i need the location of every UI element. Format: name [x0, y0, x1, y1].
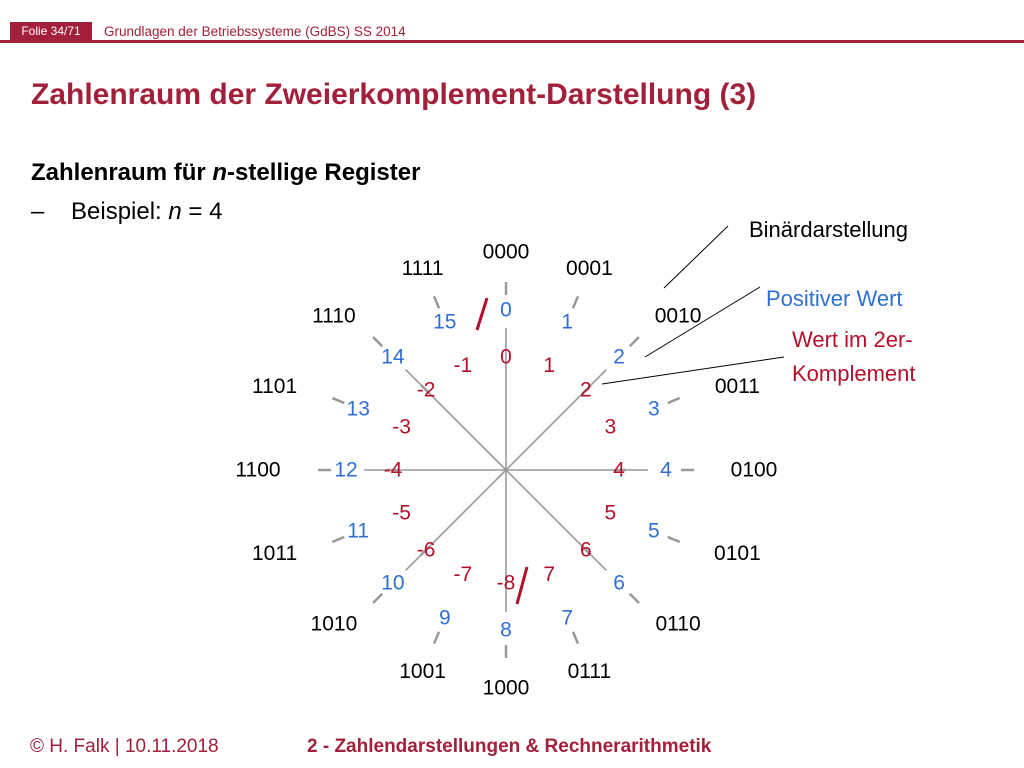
twos-complement-label: 6 — [580, 538, 592, 562]
overflow-marker-bottom — [517, 567, 527, 604]
slide-title: Zahlenraum der Zweierkomplement-Darstellung (3) — [31, 78, 757, 111]
positive-value-label: 9 — [438, 606, 451, 630]
bullet-prefix: Beispiel: — [71, 198, 169, 225]
footer-author: © H. Falk | 10.11.2018 — [30, 736, 219, 757]
binary-label: 1110 — [312, 304, 356, 328]
course-title: Grundlagen der Betriebssysteme (GdBS) SS 2014 — [104, 24, 406, 39]
wheel-tick — [668, 537, 680, 542]
legend-positive: Positiver Wert — [766, 286, 903, 311]
positive-value-label: 13 — [346, 397, 370, 421]
binary-label: 1100 — [235, 458, 281, 482]
wheel-tick — [373, 594, 382, 603]
binary-label: 0000 — [482, 240, 530, 264]
binary-label: 1101 — [252, 375, 298, 399]
wheel-tick — [332, 537, 344, 542]
wheel-tick — [630, 594, 639, 603]
twos-complement-label: 5 — [604, 501, 617, 525]
slide-number-tab: Folie 34/71 — [10, 22, 92, 40]
positive-value-label: 14 — [381, 345, 405, 369]
twos-complement-label: 1 — [543, 354, 556, 378]
bullet-dash: – — [31, 198, 45, 225]
legend-twos-line2: Komplement — [792, 361, 916, 386]
wheel-tick — [668, 398, 680, 403]
overflow-marker-top — [477, 298, 487, 330]
binary-label: 0101 — [714, 541, 761, 565]
legend-twos-line1: Wert im 2er- — [792, 327, 913, 352]
binary-label: 0001 — [566, 257, 613, 281]
twos-complement-label: -6 — [416, 538, 436, 562]
twos-complement-label: -5 — [392, 501, 411, 525]
positive-value-label: 7 — [561, 606, 574, 630]
positive-value-label: 2 — [613, 345, 625, 369]
binary-label: 1001 — [399, 659, 446, 683]
binary-label: 1000 — [482, 676, 530, 700]
twos-complement-label: 3 — [604, 415, 617, 439]
subtitle-suffix: -stellige Register — [227, 159, 421, 186]
wheel-tick — [630, 337, 639, 346]
positive-value-label: 5 — [647, 519, 660, 543]
positive-value-label: 12 — [334, 458, 358, 482]
binary-label: 0100 — [730, 458, 778, 482]
binary-label: 1011 — [252, 541, 298, 565]
positive-value-label: 11 — [347, 519, 370, 543]
wheel-tick — [332, 398, 344, 403]
wheel-spokes — [364, 328, 648, 612]
legend-binary: Binärdarstellung — [749, 217, 908, 242]
positive-value-label: 1 — [561, 310, 574, 334]
twos-complement-label: -7 — [453, 562, 473, 586]
twos-complement-label: -4 — [383, 458, 403, 482]
binary-label: 0111 — [567, 659, 612, 683]
positive-value-label: 10 — [381, 571, 405, 595]
subtitle-prefix: Zahlenraum für — [31, 159, 213, 186]
wheel-tick — [573, 632, 578, 644]
twos-complement-label: 7 — [543, 562, 556, 586]
twos-complement-label: -2 — [416, 378, 436, 402]
binary-label: 0011 — [714, 375, 760, 399]
positive-value-label: 3 — [647, 397, 660, 421]
positive-value-label: 6 — [613, 571, 625, 595]
bullet-variable: n — [168, 198, 182, 225]
legend-pointer-binary — [664, 226, 728, 288]
twos-complement-label: 0 — [500, 345, 512, 369]
positive-value-label: 8 — [500, 618, 512, 642]
twos-complement-label: -8 — [496, 571, 516, 595]
twos-complement-label: -3 — [392, 415, 411, 439]
positive-value-label: 15 — [433, 310, 457, 334]
wheel-tick — [434, 296, 439, 308]
positive-value-label: 0 — [500, 298, 512, 322]
twos-complement-label: -1 — [453, 354, 473, 378]
wheel-tick — [573, 296, 578, 308]
subtitle-variable: n — [212, 159, 228, 186]
twos-complement-label: 2 — [580, 378, 592, 402]
binary-label: 1111 — [401, 257, 444, 281]
binary-label: 0110 — [655, 612, 701, 636]
bullet-suffix: = 4 — [181, 198, 223, 225]
twos-complement-label: 4 — [613, 458, 625, 482]
binary-label: 1010 — [310, 612, 358, 636]
binary-label: 0010 — [654, 304, 702, 328]
footer-chapter: 2 - Zahlendarstellungen & Rechnerarithmetik — [307, 736, 712, 757]
positive-value-label: 4 — [660, 458, 672, 482]
wheel-tick — [434, 632, 439, 644]
